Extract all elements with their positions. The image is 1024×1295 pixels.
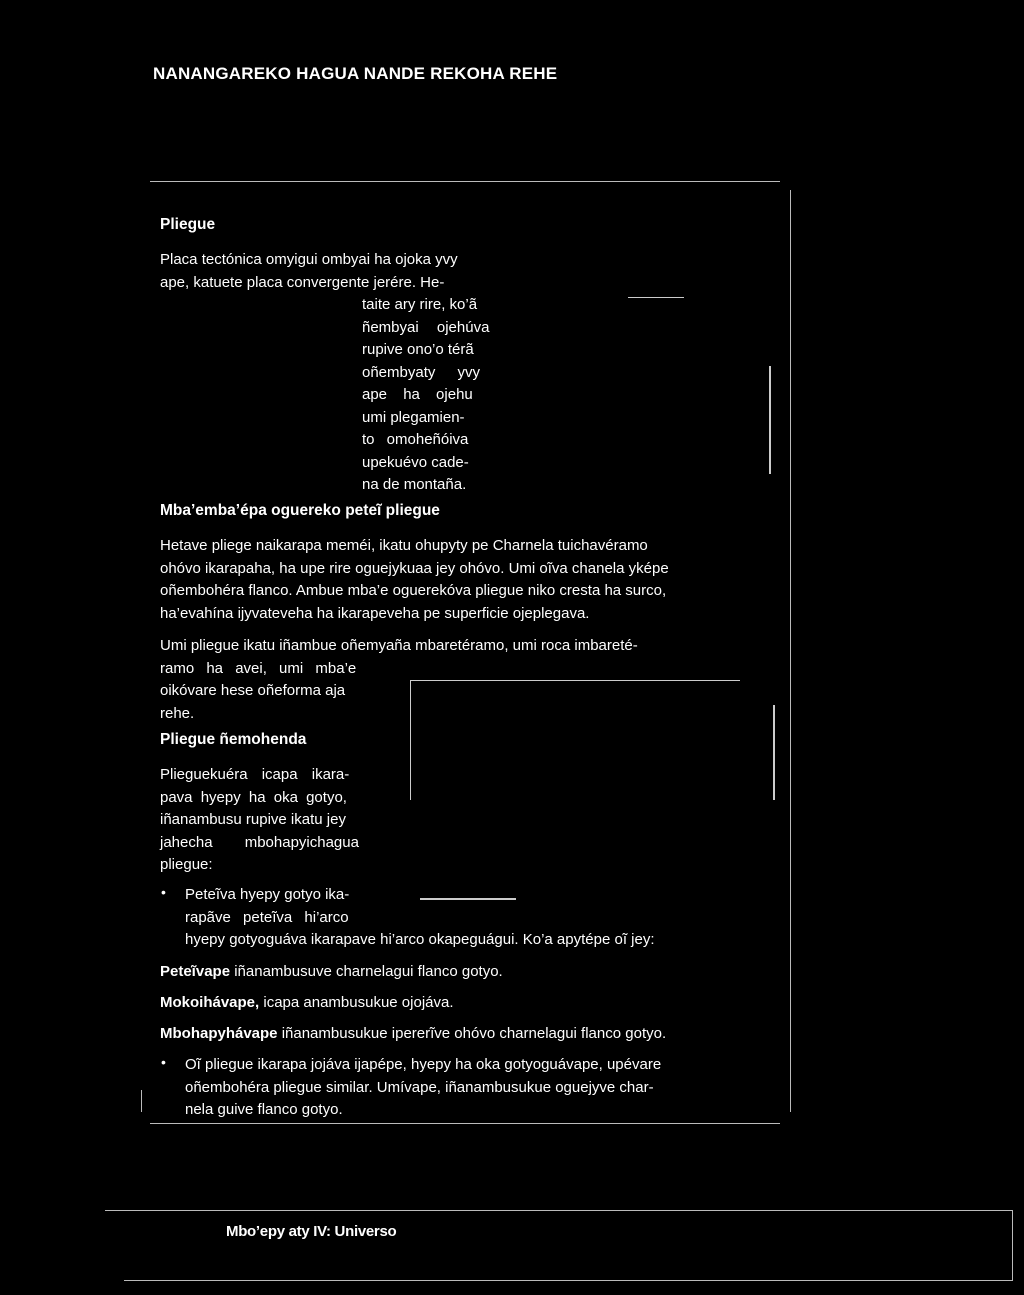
- body-line: Hetave pliege naikarapa meméi, ikatu ohupyty pe Charnela tuichavéramo: [160, 537, 648, 554]
- frame-right-rule: [790, 190, 791, 1112]
- body-line: Peteĩva hyepy gotyo ika-: [185, 886, 350, 903]
- figure-2-edge: [410, 680, 740, 681]
- body-line: oñembyaty yvy: [362, 364, 481, 381]
- fold-type-desc: iñanambusuve charnelagui flanco gotyo.: [230, 963, 503, 980]
- section-heading-pliegue-nemohenda: Pliegue ñemohenda: [160, 731, 307, 748]
- body-line: ape, katuete placa convergente jerére. He-: [160, 274, 445, 291]
- body-line: jahecha mbohapyichagua: [160, 834, 359, 851]
- body-line: pava hyepy ha oka gotyo,: [160, 789, 347, 806]
- fold-type-desc: iñanambusukue ipererĩve ohóvo charnelagui flanco gotyo.: [277, 1025, 667, 1042]
- body-line: to omoheñóiva: [362, 431, 469, 448]
- section-heading-mbaembaepa: Mba’emba’épa oguereko peteĩ pliegue: [160, 502, 440, 519]
- footer-rule: [1012, 1210, 1013, 1280]
- frame-left-rule: [141, 1090, 142, 1112]
- body-line: Umi pliegue ikatu iñambue oñemyaña mbaretéramo, umi roca imbareté-: [160, 637, 638, 654]
- body-line: oñembohéra flanco. Ambue mba’e oguerekóva pliegue niko cresta ha surco,: [160, 582, 667, 599]
- page-header: NANANGAREKO HAGUA NANDE REKOHA REHE: [153, 64, 558, 83]
- body-line: Plieguekuéra icapa ikara-: [160, 766, 350, 783]
- body-line: ape ha ojehu: [362, 386, 473, 403]
- figure-1-edge: [628, 297, 684, 298]
- fold-type-line: [160, 960, 503, 983]
- bullet-marker: •: [161, 1054, 166, 1070]
- frame-bottom-rule: [150, 1123, 780, 1124]
- figure-1-edge: [769, 366, 771, 474]
- body-line: umi plegamien-: [362, 409, 465, 426]
- figure-2-edge: [410, 680, 411, 800]
- footer-rule: [105, 1210, 1013, 1211]
- frame-top-rule: [150, 181, 780, 182]
- body-line: oikóvare hese oñeforma aja: [160, 682, 346, 699]
- body-line: pliegue:: [160, 856, 213, 873]
- body-line: rehe.: [160, 705, 195, 722]
- body-line: na de montaña.: [362, 476, 467, 493]
- fold-type-term: Mokoihávape,: [160, 994, 260, 1011]
- body-line: rapãve peteĩva hi’arco: [185, 909, 349, 926]
- body-line: Oĩ pliegue ikarapa jojáva ijapépe, hyepy ha oka gotyoguávape, upévare: [185, 1056, 662, 1073]
- fold-type-line: [160, 991, 454, 1014]
- fold-type-line: [160, 1022, 666, 1045]
- bullet-marker: •: [161, 884, 166, 900]
- fold-type-desc: icapa anambusukue ojojáva.: [259, 994, 454, 1011]
- footer-rule: [124, 1280, 1013, 1281]
- body-line: rupive ono’o térã: [362, 341, 474, 358]
- section-heading-pliegue: Pliegue: [160, 216, 216, 233]
- figure-2-edge: [773, 705, 775, 800]
- body-line: upekuévo cade-: [362, 454, 469, 471]
- fold-type-term: Peteĩvape: [160, 963, 231, 980]
- body-line: Placa tectónica omyigui ombyai ha ojoka yvy: [160, 251, 458, 268]
- body-line: ha’evahína ijyvateveha ha ikarapeveha pe superficie ojeplegava.: [160, 605, 590, 622]
- body-line: nela guive flanco gotyo.: [185, 1101, 343, 1118]
- footer-title: Mbo’epy aty IV: Universo: [226, 1223, 397, 1240]
- body-line: oñembohéra pliegue similar. Umívape, iñanambusukue oguejyve char-: [185, 1079, 654, 1096]
- body-line: iñanambusu rupive ikatu jey: [160, 811, 346, 828]
- body-line: hyepy gotyoguáva ikarapave hi’arco okapeguágui. Ko’a apytépe oĩ jey:: [185, 931, 655, 948]
- fold-type-term: Mbohapyhávape: [160, 1025, 278, 1042]
- body-line: ramo ha avei, umi mba’e: [160, 660, 357, 677]
- body-line: ñembyai ojehúva: [362, 319, 490, 336]
- body-line: taite ary rire, ko’ã: [362, 296, 478, 313]
- body-line: ohóvo ikarapaha, ha upe rire oguejykuaa jey ohóvo. Umi oĩva chanela yképe: [160, 560, 669, 577]
- figure-2-edge: [420, 898, 516, 900]
